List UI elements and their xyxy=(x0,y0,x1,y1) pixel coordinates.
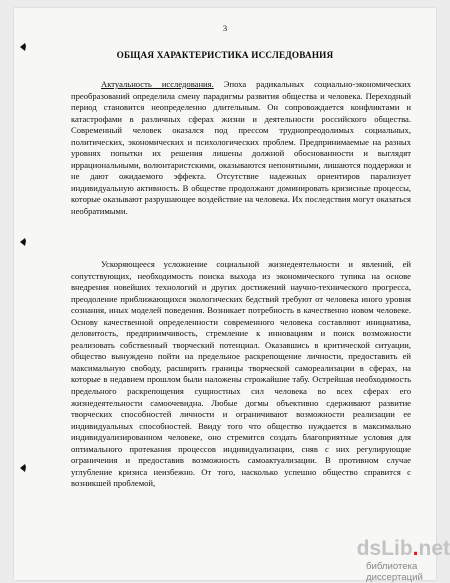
watermark-tagline: библиотека диссертаций xyxy=(366,561,423,583)
binder-hole-mark xyxy=(18,236,28,248)
document-page xyxy=(14,8,436,580)
section-title: ОБЩАЯ ХАРАКТЕРИСТИКА ИССЛЕДОВАНИЯ xyxy=(116,50,334,60)
relevance-heading: Актуальность исследования. xyxy=(101,79,214,89)
paragraph-text: Ускоряющееся усложнение социальной жизнедеятельности и явлений, ей сопутствующих, необходимость поиска выхода из экономического тупика на основе внедрения новейших технологий и других достижений научно-технического прогресса, преодоление приближающихся экологических бедствий требуют от человека иного уровня сознания, иных моделей поведения. Возникает потребность в качественно новом человеке. Основу качественной определенности современного человека составляют инициатива, деловитость, предприимчивость, стремление к инновациям и поиск возможности реализовать собственный творческий потенциал. Оказавшись в критической ситуации, общество вынуждено пойти на предельное раскрепощение личности, предоставить ей максимальную свободу, расширить границы творческой самореализации в сферах, на которые в недавнем прошлом были наложены строжайшие табу. Острейшая необходимость предельного раскрепощения сущностных сил человека во всех сферах его жизнедеятельности самоочевидна. Любые догмы объективно сдерживают развитие творческих способностей личности и ограничивают возможности реализации ее индивидуальных способностей. Ввиду того что общество нуждается в максимально индивидуализированном человеке, оно стремится создать благоприятные условия для оптимального протекания процессов индивидуализации, сняв с них регулирующие ограничения и предоставив возможность самоактуализации. В противном случае углубление кризиса неизбежно. От того, насколько успешно общество справится с возникшей проблемой, xyxy=(71,259,411,489)
watermark-logo: dsLib.net xyxy=(356,537,450,560)
binder-hole-mark xyxy=(18,462,28,474)
paragraph-relevance xyxy=(71,79,411,218)
page-number: 3 xyxy=(222,23,228,33)
watermark xyxy=(356,537,450,583)
paragraph-body xyxy=(71,259,411,490)
paragraph-text: Эпоха радикальных социально-экономических преобразований определила смену парадигмы развития общества и человека. Переходный период становится неопределенно длительным. Он сопровождается конфликтами и катастрофами в различных сферах жизни и деятельности российского общества. Современный человек оказался под прессом труднопреодолимых социальных, политических, экономических и психологических проблем. Предпринимаемые на разных уровнях попытки их решения лишены должной обоснованности и выглядят иррациональными, волюнтаристскими, оказываются непонятными, лишаются поддержки и не дают ожидаемого эффекта. Отсутствие надежных ориентиров парализует индивидуальную активность. В обществе продолжают доминировать кризисные процессы, которые оказывают разрушающее воздействие на человека. Их последствия могут оказаться необратимыми. xyxy=(71,79,411,217)
